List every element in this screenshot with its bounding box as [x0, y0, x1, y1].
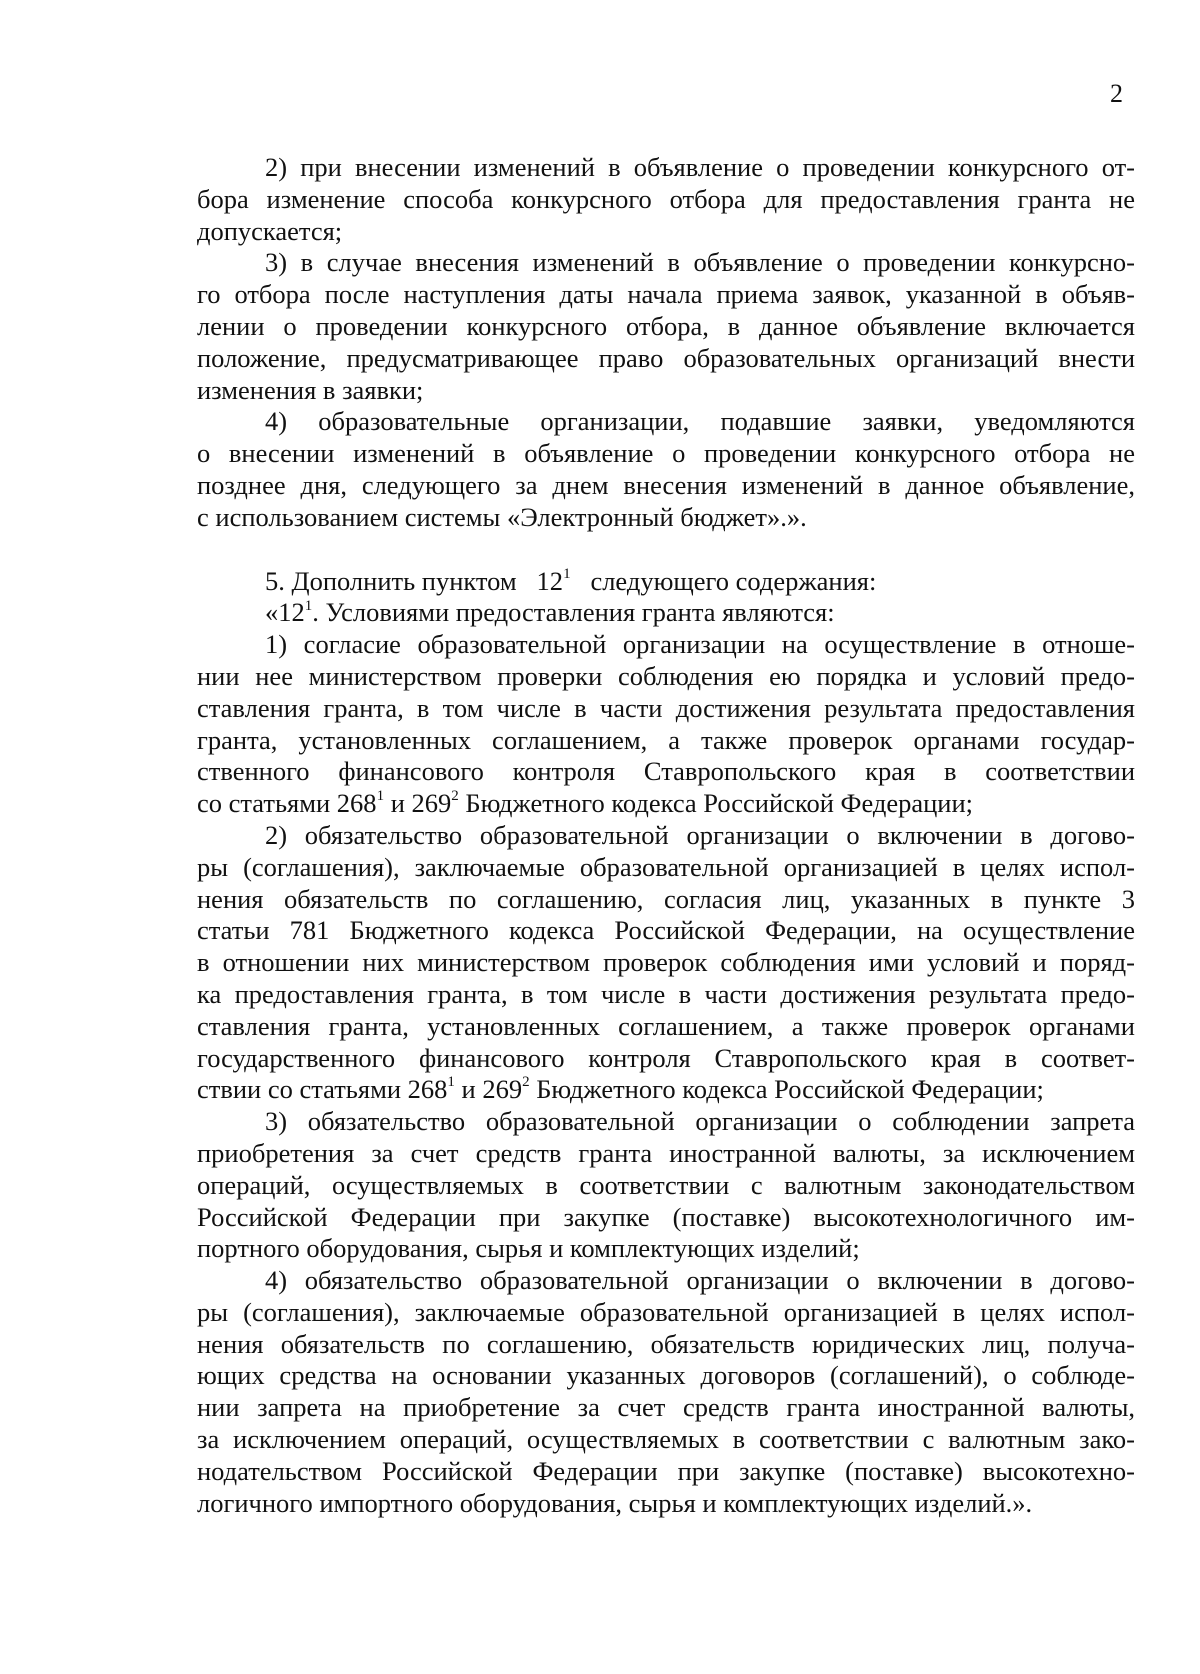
paragraph	[197, 820, 1135, 1106]
text-line: положение, предусматривающее право образовательных организаций внести	[197, 342, 1135, 373]
text-line: со статьями $268^1$ и $269^2$ Бюджетного кодекса Российской Федерации;	[197, 788, 974, 819]
text-line: государственного финансового контроля Ставропольского края в соответ-	[197, 1042, 1135, 1073]
text-line: нения обязательств по соглашению, обязательств юридических лиц, получа-	[197, 1328, 1135, 1359]
text-line: за исключением операций, осуществляемых в соответствии с валютным зако-	[197, 1424, 1135, 1455]
text-line: го отбора после наступления даты начала приема заявок, указанной в объяв-	[197, 279, 1135, 310]
text-line: приобретения за счет средств гранта иностранной валюты, за исключением	[197, 1137, 1135, 1168]
text-line: логичного импортного оборудования, сырья и комплектующих изделий.».	[197, 1487, 1033, 1518]
paragraph	[197, 406, 1135, 533]
text-line: ствии со статьями $268^1$ и $269^2$ Бюджетного кодекса Российской Федерации;	[197, 1074, 1044, 1105]
paragraph	[197, 1106, 1135, 1265]
text-line: ющих средства на основании указанных договоров (соглашений), о соблюде-	[197, 1360, 1135, 1391]
text-line: 1) согласие образовательной организации на осуществление в отноше-	[265, 629, 1135, 660]
paragraph	[197, 566, 1135, 598]
text-line: нии запрета на приобретение за счет средств гранта иностранной валюты,	[197, 1392, 1135, 1423]
paragraph-gap	[197, 534, 1135, 566]
text-line: гранта, установленных соглашением, а также проверок органами государ-	[197, 724, 1135, 755]
page-number: 2	[1110, 79, 1123, 108]
text-line: ка предоставления гранта, в том числе в части достижения результата предо-	[197, 978, 1135, 1009]
text-line: изменения в заявки;	[197, 374, 424, 405]
text-line: позднее дня, следующего за днем внесения изменений в данное объявление,	[197, 469, 1135, 500]
paragraph	[197, 1265, 1135, 1519]
paragraph	[197, 629, 1135, 820]
text-line: Российской Федерации при закупке (поставке) высокотехнологичного им-	[197, 1201, 1135, 1232]
text-line: допускается;	[197, 215, 343, 246]
text-line: ры (соглашения), заключаемые образовательной организацией в целях испол-	[197, 1296, 1135, 1327]
text-line: нии нее министерством проверки соблюдения ею порядка и условий предо-	[197, 660, 1135, 691]
text-line: ры (соглашения), заключаемые образовательной организацией в целях испол-	[197, 851, 1135, 882]
text-line: в отношении них министерством проверок соблюдения ими условий и поряд-	[197, 947, 1135, 978]
paragraph	[197, 152, 1135, 247]
text-line: 5. Дополнить пунктом $12^1$ следующего содержания:	[265, 565, 877, 596]
text-line: 2) при внесении изменений в объявление о проведении конкурсного от-	[265, 152, 1135, 182]
text-line: 3) обязательство образовательной организации о соблюдении запрета	[265, 1106, 1135, 1137]
document-body	[197, 152, 1135, 1519]
text-line: операций, осуществляемых в соответствии с валютным законодательством	[197, 1169, 1135, 1200]
text-line: 2) обязательство образовательной организации о включении в догово-	[265, 819, 1135, 850]
text-line: ставления гранта, в том числе в части достижения результата предоставления	[197, 692, 1135, 723]
text-line: «$12^1$. Условиями предоставления гранта являются:	[265, 597, 835, 628]
text-line: о внесении изменений в объявление о проведении конкурсного отбора не	[197, 438, 1135, 469]
text-line: лении о проведении конкурсного отбора, в данное объявление включается	[197, 310, 1135, 341]
text-line: с использованием системы «Электронный бюджет».».	[197, 501, 807, 532]
paragraph	[197, 597, 1135, 629]
text-line: ставления гранта, установленных соглашением, а также проверок органами	[197, 1010, 1135, 1041]
text-line: 3) в случае внесения изменений в объявление о проведении конкурсно-	[265, 247, 1135, 278]
text-line: статьи 781 Бюджетного кодекса Российской Федерации, на осуществление	[197, 915, 1135, 946]
text-line: 4) образовательные организации, подавшие заявки, уведомляются	[265, 406, 1135, 437]
paragraph	[197, 247, 1135, 406]
text-line: портного оборудования, сырья и комплектующих изделий;	[197, 1233, 860, 1264]
text-line: ственного финансового контроля Ставропольского края в соответствии	[197, 756, 1135, 787]
text-line: 4) обязательство образовательной организации о включении в догово-	[265, 1265, 1135, 1296]
text-line: нодательством Российской Федерации при закупке (поставке) высокотехно-	[197, 1455, 1135, 1486]
text-line: нения обязательств по соглашению, согласия лиц, указанных в пункте 3	[197, 883, 1135, 914]
text-line: бора изменение способа конкурсного отбора для предоставления гранта не	[197, 183, 1135, 214]
